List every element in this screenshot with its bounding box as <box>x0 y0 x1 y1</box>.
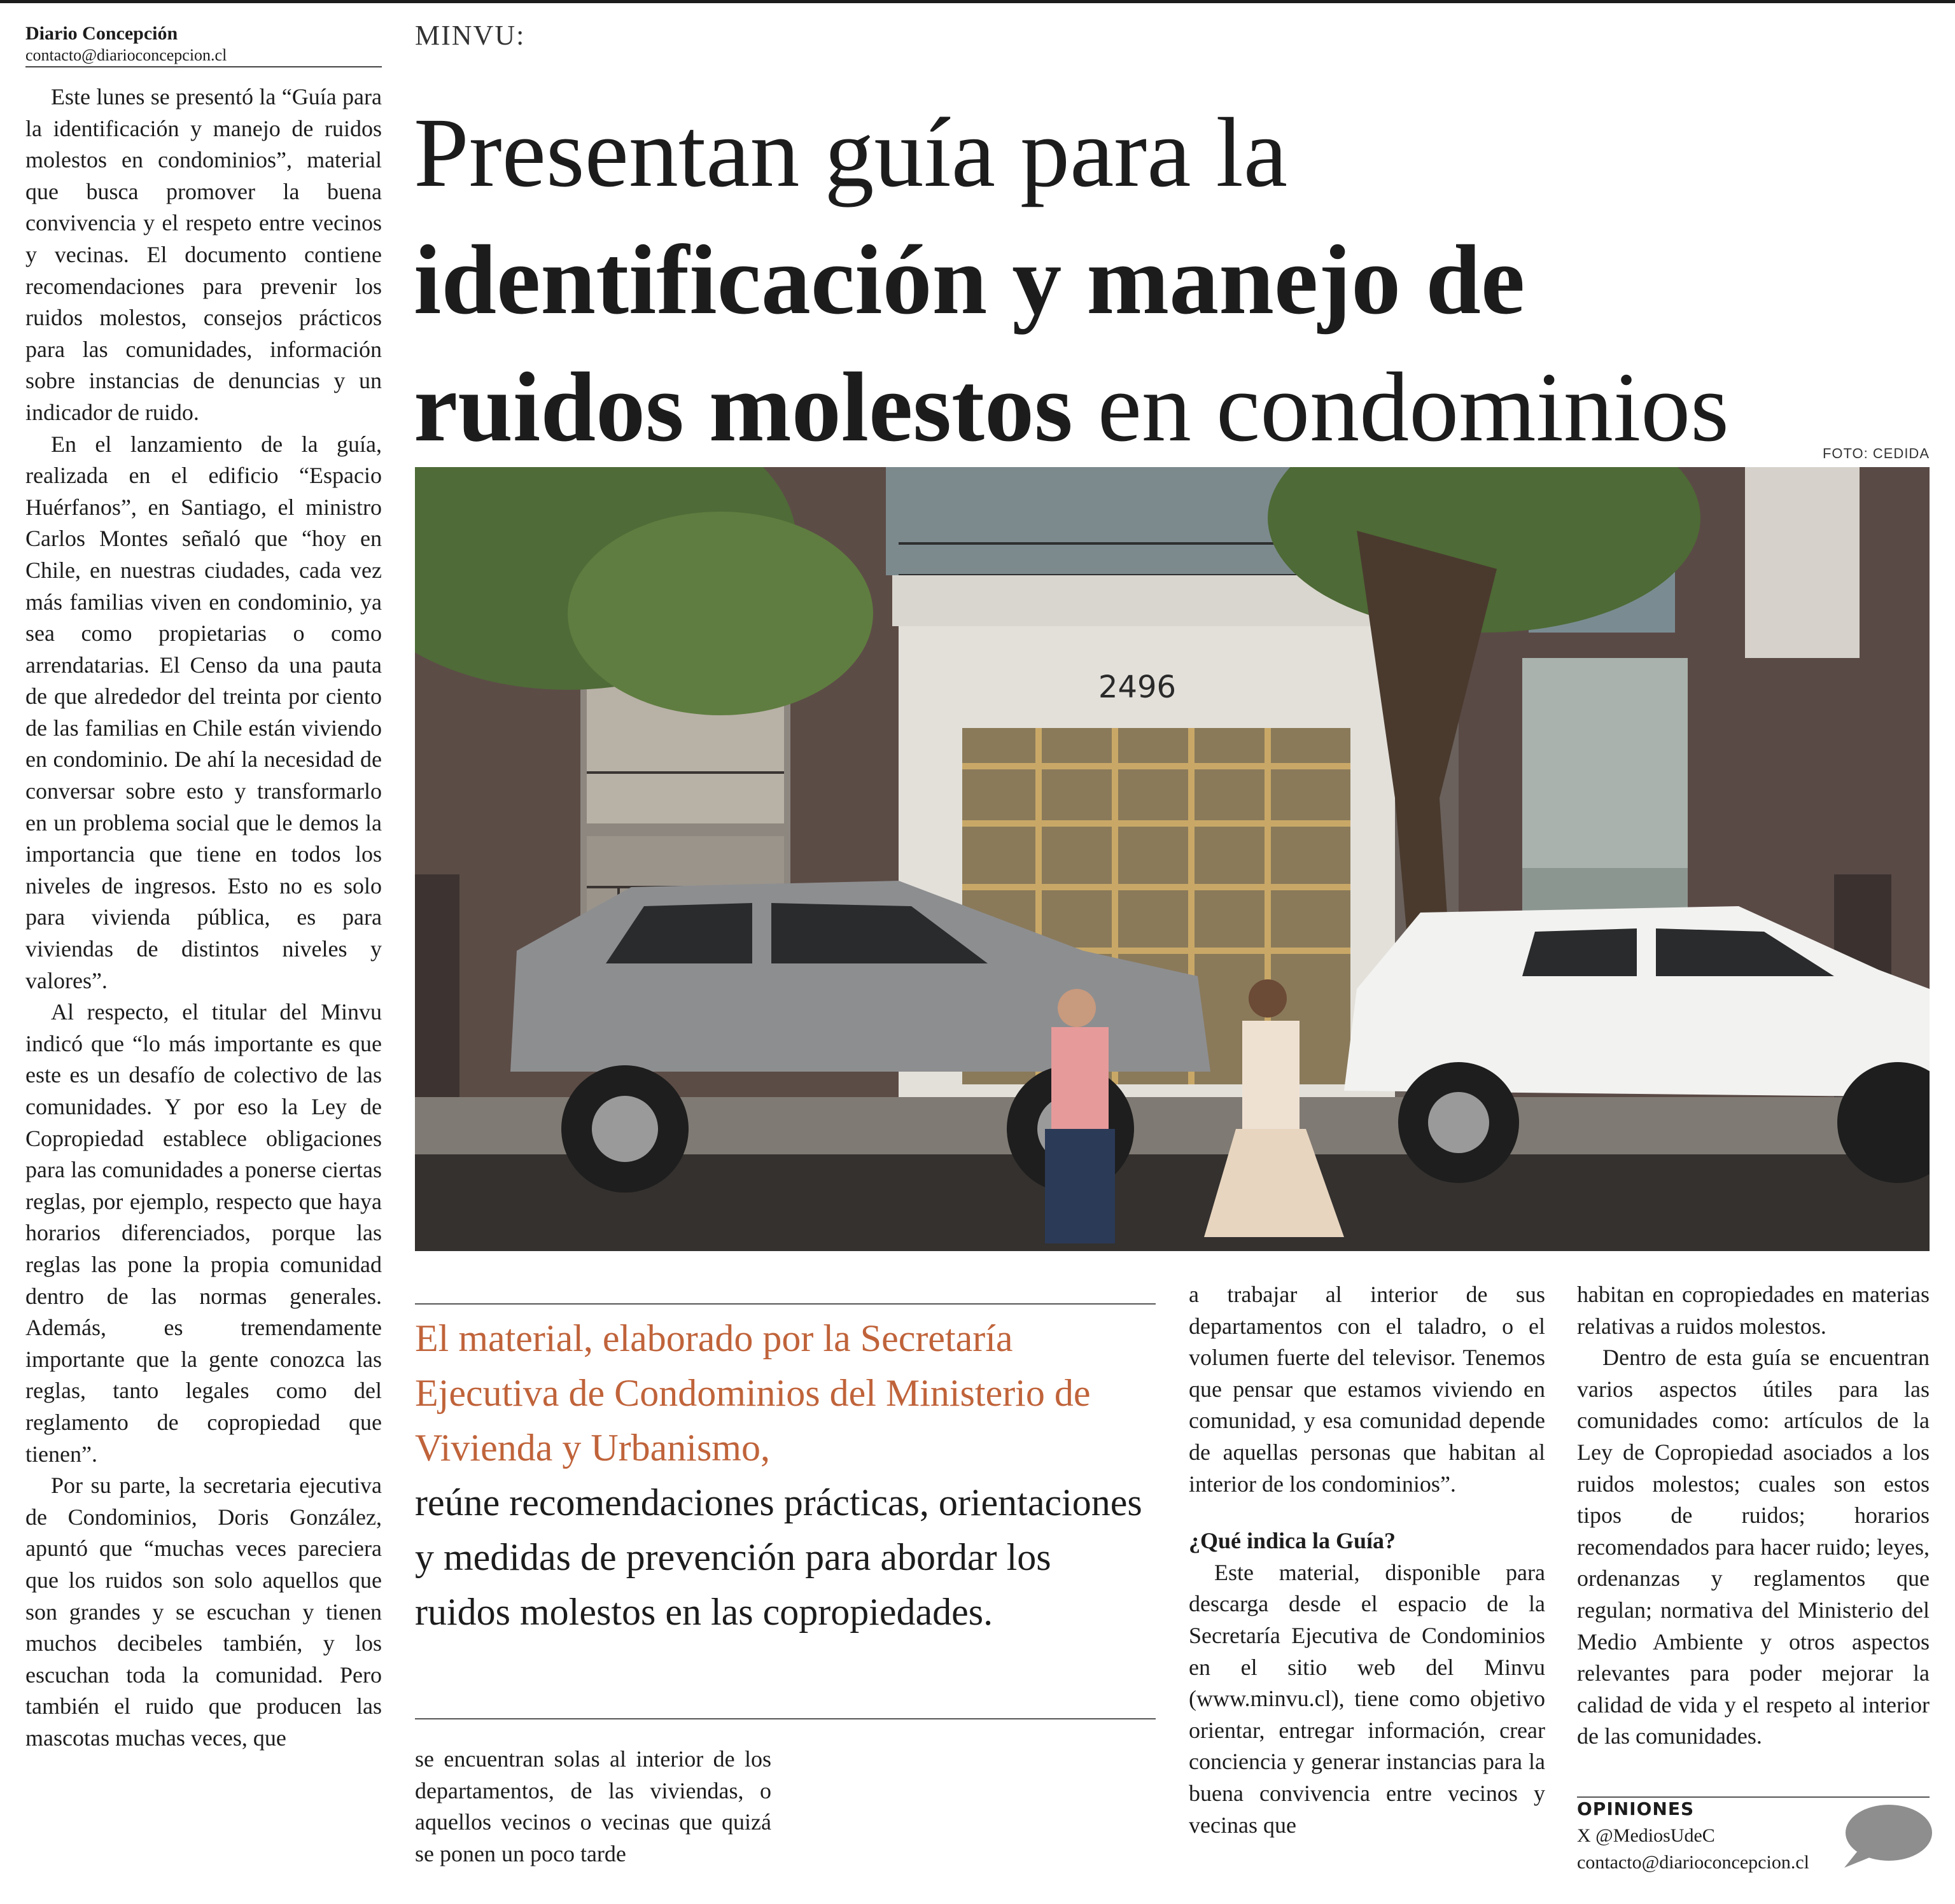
column-4 <box>1577 1279 1930 1753</box>
masthead-email: contacto@diarioconcepcion.cl <box>25 46 227 64</box>
pullquote-rule-bottom <box>415 1718 1156 1719</box>
paragraph: En el lanzamiento de la guía, realizada en el edificio “Espacio Huérfanos”, en Santiago, el ministro Carlos Montes señaló que “hoy en Chile, en nuestras ciudades, cada vez más familias viven en condominio, ya sea como propietarias o como arrendatarias. El Censo da una pauta de que alrededor del treinta por ciento de las familias en Chile están viviendo en condominio. De ahí la necesidad de conversar sobre esto y transformarlo en un problema social que le demos la importancia que tiene en todos los niveles de ingresos. Esto no es solo para vivienda pública, es para viviendas de distintos niveles y valores”. <box>25 431 382 993</box>
headline-bold-2: identificación y manejo de <box>414 225 1525 335</box>
headline-line-1: Presentan guía para la <box>414 97 1288 207</box>
paragraph: Este material, disponible para descarga desde el espacio de la Secretaría Ejecutiva de Condominios en el sitio web del Minvu (www.minvu.cl), tiene como objetivo orientar, entregar información, crear conciencia y generar instancias para la buena convivencia entre vecinos y vecinas que <box>1189 1559 1545 1838</box>
masthead-rule <box>25 66 382 67</box>
kicker: MINVU: <box>415 20 526 51</box>
headline <box>414 89 1941 471</box>
opiniones-title: OPINIONES <box>1577 1798 1695 1819</box>
pullquote <box>415 1311 1156 1639</box>
top-rule <box>0 0 1955 3</box>
paragraph: Este lunes se presentó la “Guía para la identificación y manejo de ruidos molestos en condominios”, material que busca promover la buena convivencia y el respeto entre vecinos y vecinas. El documento contiene recomendaciones para prevenir los ruidos molestos, consejos prácticos para las comunidades, información sobre instancias de denuncias y un indicador de ruido. <box>25 84 382 425</box>
photo-credit: FOTO: CEDIDA <box>1822 445 1930 461</box>
pullquote-accent: El material, elaborado por la Secretaría Ejecutiva de Condominios del Ministerio de Vivienda y Urbanismo, <box>415 1317 1091 1469</box>
column-3 <box>1189 1279 1545 1841</box>
paragraph: Por su parte, la secretaria ejecutiva de Condominios, Doris González, apuntó que “muchas veces pareciera que los ruidos son solo aquellos que son grandes y se escuchan y tienen muchos decibeles también, y los escuchan toda la comunidad. Pero también el ruido que producen las mascotas muchas veces, que <box>25 1473 382 1751</box>
paragraph: habitan en copropiedades en materias relativas a ruidos molestos. <box>1577 1282 1930 1339</box>
paragraph: Al respecto, el titular del Minvu indicó que “lo más importante es que este es un desafío de colectivo de las comunidades. Y por eso la Ley de Copropiedad establece obligaciones para las comunidades a ponerse ciertas reglas, por ejemplo, respecto que haya horarios diferenciados, porque las reglas las pone la propia comunidad dentro de las normas generales. Además, es tremendamente importante que la gente conozca las reglas, tanto legales como del reglamento de copropiedad que tienen”. <box>25 999 382 1467</box>
paper-name: Diario Concepción <box>25 23 178 44</box>
photo-illustration <box>415 467 1930 1251</box>
column-1 <box>25 81 382 1754</box>
article-photo <box>415 467 1930 1251</box>
subhead: ¿Qué indica la Guía? <box>1189 1528 1396 1554</box>
headline-bold-3: ruidos molestos <box>414 352 1073 462</box>
headline-line-3 <box>414 344 1941 471</box>
paragraph: se encuentran solas al interior de los departamentos, de las viviendas, o aquellos vecinos o vecinas que quizá se ponen un poco tarde <box>415 1746 771 1866</box>
column-2 <box>415 1744 771 1870</box>
pullquote-rule-top <box>415 1303 1156 1305</box>
opiniones-x-handle[interactable]: X @MediosUdeC <box>1577 1825 1715 1846</box>
opiniones-rule <box>1577 1796 1930 1798</box>
headline-line-2 <box>414 216 1941 344</box>
building-number: 2496 <box>1098 669 1177 705</box>
pullquote-body: reúne recomendaciones prácticas, orientaciones y medidas de prevención para abordar los ruidos molestos en las copropiedades. <box>415 1481 1142 1633</box>
headline-regular-3: en condominios <box>1072 352 1729 462</box>
paragraph: Dentro de esta guía se encuentran varios aspectos útiles para las comunidades como: artículos de la Ley de Copropiedad asociados a los ruidos molestos; cuales son estos tipos de ruidos; horarios recomendados para hacer ruido; leyes, ordenanzas y reglamentos que regulan; normativa del Ministerio del Medio Ambiente y otros aspectos relevantes para poder mejorar la calidad de vida y el respeto al interior de las comunidades. <box>1577 1345 1930 1749</box>
opiniones-email[interactable]: contacto@diarioconcepcion.cl <box>1577 1852 1809 1873</box>
speech-bubble-icon <box>1838 1801 1933 1871</box>
paragraph: a trabajar al interior de sus departamentos con el taladro, o el volumen fuerte del televisor. Tenemos que pensar que estamos viviendo en comunidad, y esa comunidad depende de aquellas personas que habitan al interior de los condominios”. <box>1189 1282 1545 1497</box>
